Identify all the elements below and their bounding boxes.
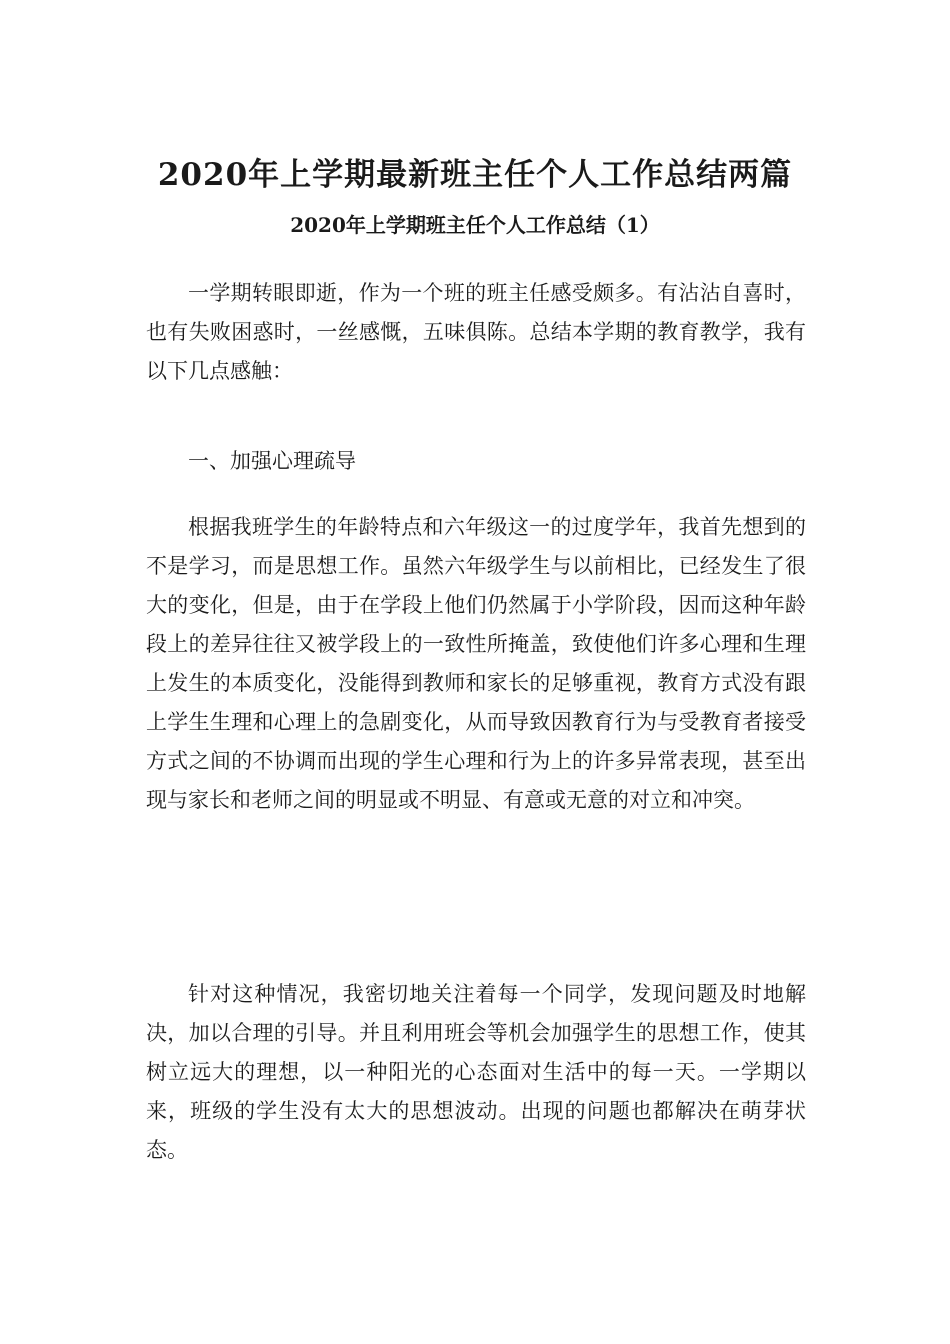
section-heading: 一、加强心理疏导: [188, 449, 356, 473]
body-paragraph-1: 根据我班学生的年龄特点和六年级这一的过度学年，我首先想到的不是学习，而是思想工作。虽然六年级学生与以前相比，已经发生了很大的变化，但是，由于在学段上他们仍然属于小学阶段，因而这种年龄段上的差异往往又被学段上的一致性所掩盖，致使他们许多心理和生理上发生的本质变化，没能得到教师和家长的足够重视，教育方式没有跟上学生生理和心理上的急剧变化，从而导致因教育行为与受教育者接受方式之间的不协调而出现的学生心理和行为上的许多异常表现，甚至出现与家长和老师之间的明显或不明显、有意或无意的对立和冲突。: [146, 515, 806, 812]
body-paragraph-2: 针对这种情况，我密切地关注着每一个同学，发现问题及时地解决，加以合理的引导。并且利用班会等机会加强学生的思想工作，使其树立远大的理想，以一种阳光的心态面对生活中的每一天。一学期以来，班级的学生没有太大的思想波动。出现的问题也都解决在萌芽状态。: [146, 982, 806, 1162]
document-subtitle: 2020年上学期班主任个人工作总结（1）: [290, 213, 660, 237]
document-title: 2020年上学期最新班主任个人工作总结两篇: [157, 157, 793, 193]
intro-paragraph: 一学期转眼即逝，作为一个班的班主任感受颇多。有沾沾自喜时，也有失败困惑时，一丝感慨，五味俱陈。总结本学期的教育教学，我有以下几点感触：: [146, 281, 806, 383]
